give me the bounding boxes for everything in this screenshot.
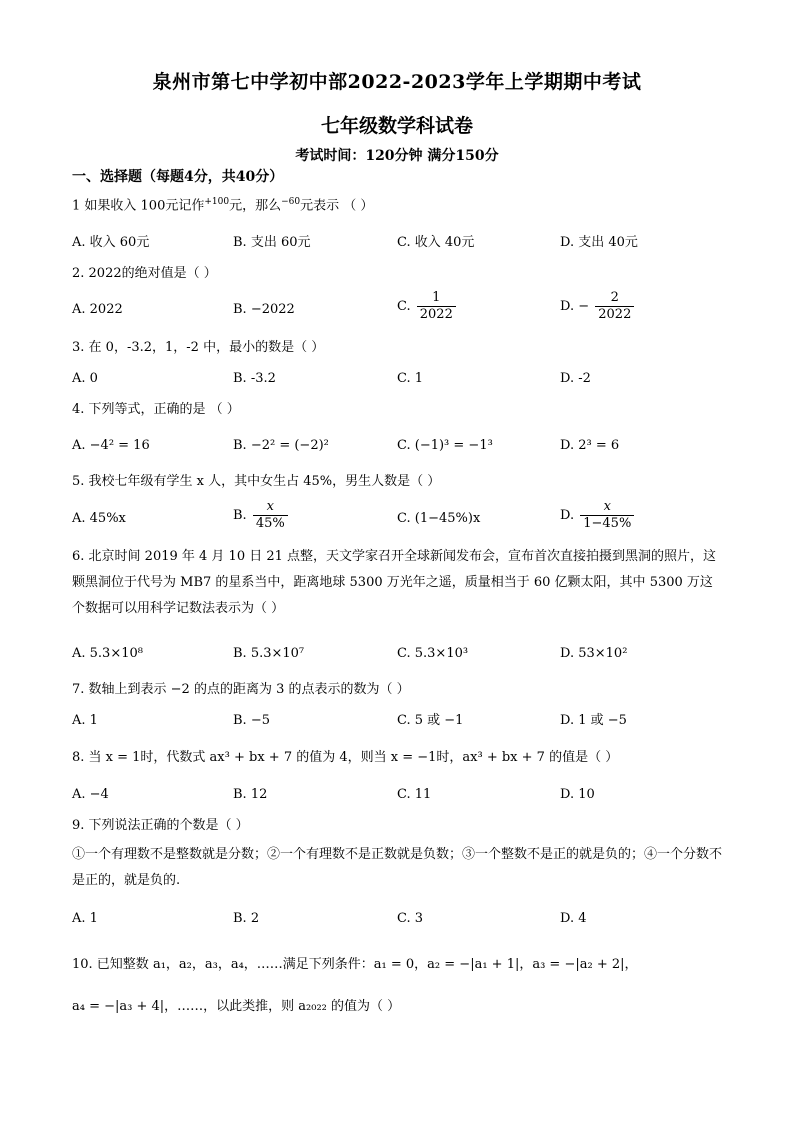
question-4-stem: 4. 下列等式，正确的是 （ ） <box>72 402 240 417</box>
q3-option-c: C. 1 <box>397 371 424 386</box>
q4-option-a: A. −4² = 16 <box>72 438 150 453</box>
q8-option-b: B. 12 <box>233 787 268 802</box>
q7-option-c: C. 5 或 −1 <box>397 713 464 728</box>
question-1-stem: 1 如果收入 100元记作$^{+100}$元，那么$^{-60}$元表示 （ ） <box>72 197 374 214</box>
q7-option-d: D. 1 或 −5 <box>560 713 627 728</box>
q1-option-d: D. 支出 40元 <box>560 235 638 250</box>
q9-option-c: C. 3 <box>397 911 424 926</box>
q5-option-d: D. $\frac{x}{1-45\%}$ <box>560 499 636 532</box>
q3-option-a: A. 0 <box>72 371 98 386</box>
q9-option-a: A. 1 <box>72 911 98 926</box>
question-2-stem: 2. 2022的绝对值是（ ） <box>72 266 217 281</box>
question-8-stem: 8. 当 x = 1时，代数式 ax³ + bx + 7 的值为 4，则当 x = −1时，ax³ + bx + 7 的值是（ ） <box>72 750 619 765</box>
q6-option-b: B. 5.3×10⁷ <box>233 646 305 661</box>
section-heading: 一、选择题（每题4分，共40分） <box>72 169 284 185</box>
q8-option-c: C. 11 <box>397 787 432 802</box>
question-9-stem: 9. 下列说法正确的个数是（ ） <box>72 818 249 833</box>
q9-option-d: D. 4 <box>560 911 587 926</box>
exam-info: 考试时间：120分钟 满分150分 <box>295 148 499 164</box>
q7-option-a: A. 1 <box>72 713 98 728</box>
q9-option-b: B. 2 <box>233 911 260 926</box>
q8-option-d: D. 10 <box>560 787 595 802</box>
q2-option-d: D. − $\frac{2}{2022}$ <box>560 290 636 323</box>
question-7-stem: 7. 数轴上到表示 −2 的点的距离为 3 的点表示的数为（ ） <box>72 682 410 697</box>
q6-option-c: C. 5.3×10³ <box>397 646 469 661</box>
q2-option-b: B. −2022 <box>233 302 295 317</box>
question-9-body: ①一个有理数不是整数就是分数；②一个有理数不是正数就是负数；③一个整数不是正的就是负的；④一个分数不是正的，就是负的. <box>72 847 723 888</box>
q1-option-a: A. 收入 60元 <box>72 235 150 250</box>
q5-option-c: C. (1−45%)x <box>397 511 481 526</box>
exam-title: 泉州市第七中学初中部2022-2023学年上学期期中考试 <box>152 71 642 93</box>
question-3-stem: 3. 在 0，-3.2，1，-2 中，最小的数是（ ） <box>72 340 325 355</box>
question-10-line-1: 10. 已知整数 a₁，a₂，a₃，a₄，……满足下列条件：a₁ = 0，a₂ = −|a₁ + 1|，a₃ = −|a₂ + 2|， <box>72 957 638 972</box>
q8-option-a: A. −4 <box>72 787 109 802</box>
q3-option-d: D. -2 <box>560 371 591 386</box>
q7-option-b: B. −5 <box>233 713 270 728</box>
question-10-line-2: a₄ = −|a₃ + 4|，……，以此类推，则 a₂₀₂₂ 的值为（ ） <box>72 999 401 1014</box>
q2-option-a: A. 2022 <box>72 302 123 317</box>
question-6-stem: 6. 北京时间 2019 年 4 月 10 日 21 点整，天文学家召开全球新闻发布会，宣布首次直接拍摄到黑洞的照片，这颗黑洞位于代号为 MB7 的星系当中，距离地球 5300 万光年之遥，质量相当于 60 亿颗太阳，其中 5300 万这个数据可以用科学记数法表示为（ ） <box>72 549 717 616</box>
q6-option-d: D. 53×10² <box>560 646 628 661</box>
q3-option-b: B. -3.2 <box>233 371 276 386</box>
q2-option-c: C. $\frac{1}{2022}$ <box>397 290 458 323</box>
exam-subtitle: 七年级数学科试卷 <box>320 115 473 137</box>
q1-option-b: B. 支出 60元 <box>233 235 311 250</box>
q5-option-b: B. $\frac{x}{45\%}$ <box>233 499 290 532</box>
q4-option-c: C. (−1)³ = −1³ <box>397 438 493 453</box>
q5-option-a: A. 45%x <box>72 511 126 526</box>
q1-option-c: C. 收入 40元 <box>397 235 475 250</box>
question-5-stem: 5. 我校七年级有学生 x 人，其中女生占 45%，男生人数是（ ） <box>72 474 441 489</box>
q6-option-a: A. 5.3×10⁸ <box>72 646 143 661</box>
q4-option-d: D. 2³ = 6 <box>560 438 620 453</box>
q4-option-b: B. −2² = (−2)² <box>233 438 329 453</box>
